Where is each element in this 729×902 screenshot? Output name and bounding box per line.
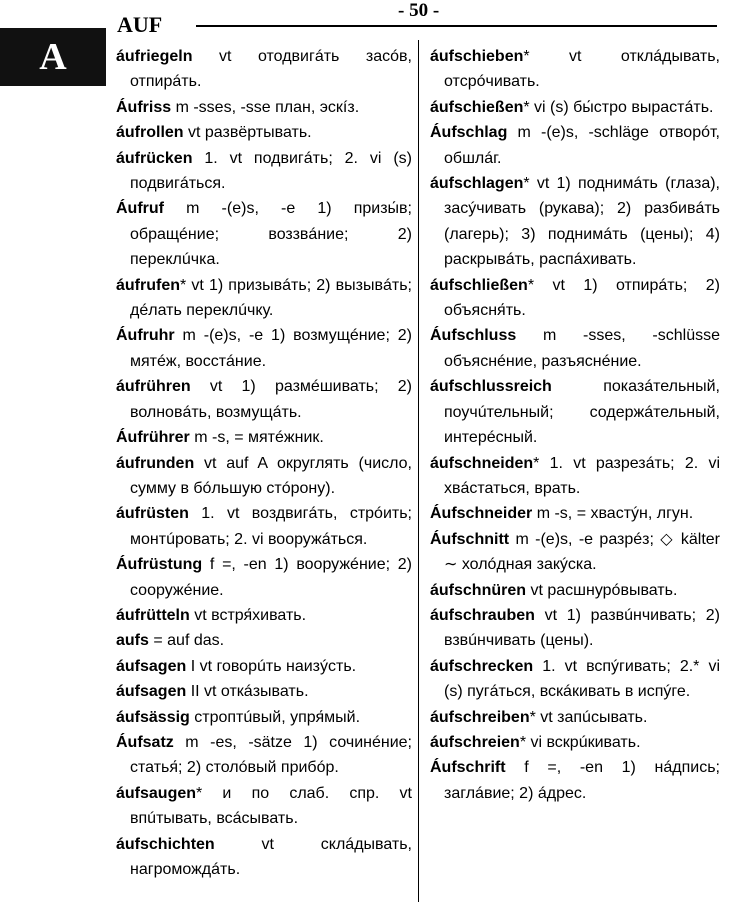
- definition: vt отодвигáть засóв, отпирáть.: [130, 48, 412, 91]
- headword: Áufruhr: [116, 327, 175, 345]
- right-column: [430, 44, 720, 806]
- dictionary-entry: [116, 196, 412, 272]
- definition: f =, -en 1) вооружéние; 2) сооружéние.: [130, 556, 412, 599]
- headword: áufsässig: [116, 708, 190, 726]
- headword: áufschließen: [430, 276, 528, 294]
- headword: Áufriss: [116, 98, 172, 116]
- definition: 1. vt подвигáть; 2. vi (s) подвигáться.: [130, 149, 412, 193]
- dictionary-entry: [430, 120, 720, 171]
- dictionary-entry: [116, 730, 412, 781]
- dictionary-entry: [430, 501, 720, 526]
- dictionary-entry: [430, 451, 720, 502]
- dictionary-entry: [116, 44, 412, 95]
- headword: áufsaugen: [116, 784, 197, 802]
- headword: áufschießen: [430, 98, 524, 116]
- definition: * vi (s) бы́стро вырастáть.: [523, 98, 714, 116]
- definition: I vt говорúть наизýсть.: [186, 657, 357, 675]
- definition: m -s, = хвастýн, лгун.: [532, 505, 694, 523]
- definition: vt развёртывать.: [183, 124, 312, 142]
- headword: Áufrüstung: [116, 556, 203, 574]
- headword: áufschieben: [430, 48, 524, 65]
- headword: áufrunden: [116, 454, 195, 472]
- definition: m -(e)s, -e 1) призы́в; обращéние; воззвáние; 2) переклúчка.: [130, 200, 412, 269]
- dictionary-entry: [430, 705, 720, 730]
- definition: * vt 1) поднимáть (глаза), засýчивать (рукава); 2) разбивáть (лагерь); 3) поднимáть (цены); 4) раскрывáть, распáхивать.: [444, 175, 720, 269]
- definition: vt встря́хивать.: [189, 606, 307, 624]
- dictionary-entry: [430, 603, 720, 654]
- definition: m -sses, -schlüsse объяснéние, разъяснéние.: [444, 327, 720, 370]
- dictionary-entry: [116, 425, 412, 450]
- dictionary-entry: [116, 95, 412, 120]
- dictionary-entry: [116, 552, 412, 603]
- dictionary-entry: [430, 654, 720, 705]
- definition: m -(e)s, -e 1) возмущéние; 2) мятéж, восстáние.: [130, 327, 412, 370]
- headword: áufrütteln: [116, 606, 190, 624]
- definition: * и по слаб. спр. vt впúтывать, всáсывать.: [130, 784, 412, 828]
- headword: áufschlagen: [430, 175, 524, 193]
- definition: 1. vt вспýгивать; 2.* vi (s) пугáться, вскáкивать в испýге.: [444, 657, 720, 701]
- guide-word: AUF: [117, 12, 163, 37]
- definition: * vt запúсывать.: [529, 708, 648, 726]
- headword: Áufschluss: [430, 327, 517, 345]
- headword: áufschrauben: [430, 606, 535, 624]
- dictionary-entry: [116, 654, 412, 679]
- definition: показáтельный, поучúтельный; содержáтельный, интерéсный.: [444, 378, 720, 447]
- dictionary-entry: [116, 781, 412, 832]
- headword: áufschrecken: [430, 657, 534, 675]
- dictionary-entry: [116, 120, 412, 145]
- dictionary-entry: [430, 374, 720, 450]
- headword: Áufschlag: [430, 124, 508, 142]
- dictionary-entry: [116, 501, 412, 552]
- headword: áufrollen: [116, 124, 184, 142]
- definition: f =, -en 1) нáдпись; заглáвие; 2) áдрес.: [444, 759, 720, 802]
- dictionary-entry: [116, 146, 412, 197]
- column-divider: [418, 40, 419, 902]
- dictionary-entry: [116, 628, 412, 653]
- definition: строптúвый, упря́мый.: [189, 708, 361, 726]
- definition: * vt 1) отпирáть; 2) объясня́ть.: [444, 276, 720, 320]
- headword: áufrücken: [116, 149, 193, 167]
- definition: vt auf A округлять (число, сумму в бóльшую стóрону).: [130, 454, 412, 497]
- dictionary-entry: [116, 679, 412, 704]
- definition: * 1. vt разрезáть; 2. vi хвáстаться, врать.: [444, 454, 720, 497]
- page-number: - 50 -: [394, 0, 443, 22]
- dictionary-entry: [430, 44, 720, 95]
- definition: m -(e)s, -e разрéз; ◇ kälter ∼ холóдная закýска.: [444, 530, 720, 574]
- left-column: [116, 44, 412, 882]
- dictionary-entry: [430, 323, 720, 374]
- headword: áufriegeln: [116, 48, 193, 65]
- dictionary-entry: [430, 755, 720, 806]
- headword: áufsagen: [116, 683, 187, 701]
- headword: Áufsatz: [116, 733, 174, 751]
- definition: 1. vt воздвигáть, стрóить; монтúровать; 2. vi вооружáться.: [130, 505, 412, 548]
- definition: vt 1) развúнчивать; 2) взвúнчивать (цены).: [444, 606, 720, 650]
- definition: * vt отклáдывать, отсрóчивать.: [444, 48, 720, 91]
- definition: * vt 1) призывáть; 2) вызывáть; дéлать переклúчку.: [130, 276, 412, 320]
- definition: = auf das.: [148, 632, 225, 650]
- headword: áufschnüren: [430, 581, 527, 599]
- definition: vt склáдывать, нагромождáть.: [130, 835, 412, 878]
- definition: * vi вскрúкивать.: [519, 733, 641, 751]
- definition: m -es, -sätze 1) сочинéние; статья́; 2) столóвый прибóр.: [130, 733, 412, 777]
- header-rule: [196, 25, 717, 27]
- headword: áufschneiden: [430, 454, 534, 472]
- definition: m -s, = мятéжник.: [189, 429, 324, 447]
- headword: áufrüsten: [116, 505, 189, 523]
- headword: Áufruf: [116, 200, 164, 218]
- dictionary-entry: [430, 95, 720, 120]
- dictionary-entry: [116, 603, 412, 628]
- headword: Áufschnitt: [430, 530, 510, 548]
- headword: Áufschrift: [430, 759, 506, 777]
- dictionary-entry: [116, 273, 412, 324]
- dictionary-entry: [430, 730, 720, 755]
- headword: Áufrührer: [116, 429, 190, 447]
- dictionary-entry: [430, 171, 720, 273]
- dictionary-entry: [430, 527, 720, 578]
- headword: áufrühren: [116, 378, 191, 396]
- headword: áufschichten: [116, 835, 215, 853]
- headword: áufrufen: [116, 276, 180, 294]
- headword: Áufschneider: [430, 505, 533, 523]
- dictionary-entry: [116, 832, 412, 883]
- section-letter-tab: A: [0, 28, 106, 86]
- dictionary-entry: [116, 451, 412, 502]
- headword: áufsagen: [116, 657, 187, 675]
- headword: aufs: [116, 632, 149, 650]
- definition: vt расшнурóвывать.: [526, 581, 678, 599]
- headword: áufschlussreich: [430, 378, 552, 396]
- dictionary-entry: [430, 273, 720, 324]
- definition: II vt откáзывать.: [186, 683, 309, 701]
- dictionary-entry: [430, 578, 720, 603]
- dictionary-entry: [116, 374, 412, 425]
- dictionary-entry: [116, 705, 412, 730]
- definition: m -(e)s, -schläge отворóт, обшлáг.: [444, 124, 720, 167]
- dictionary-entry: [116, 323, 412, 374]
- definition: m -sses, -sse план, эскíз.: [171, 98, 360, 116]
- headword: áufschreiben: [430, 708, 530, 726]
- headword: áufschreien: [430, 733, 520, 751]
- definition: vt 1) размéшивать; 2) волновáть, возмущáть.: [130, 378, 412, 421]
